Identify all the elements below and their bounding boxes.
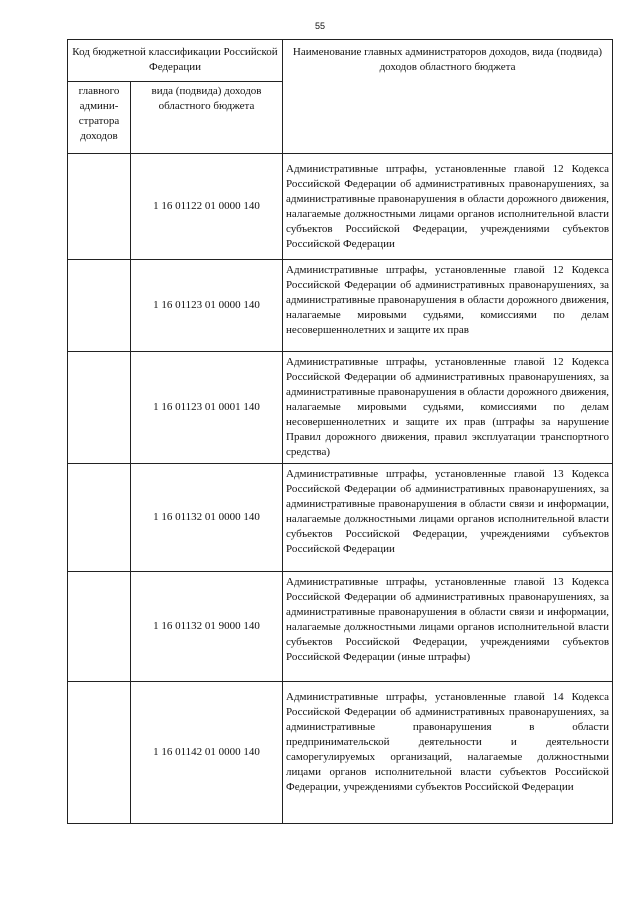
income-code-cell: 1 16 01132 01 9000 140 [131, 572, 283, 682]
income-name-cell: Административные штрафы, установленные главой 14 Кодекса Российской Федерации об административных правонарушениях, за административные правонарушения в области предпринимательской деятельности и деятельности саморегулируемых организаций, налагаемые должностными лицами органов исполнительной власти субъектов Российской Федерации, учреждениями субъектов Российской Федерации [283, 682, 613, 824]
table-row [68, 154, 613, 260]
admin-code-cell [68, 154, 131, 260]
income-name-cell: Административные штрафы, установленные главой 12 Кодекса Российской Федерации об административных правонарушениях, за административные правонарушения в области дорожного движения, налагаемые мировыми судьями, комиссиями по делам несовершеннолетних и защите их прав (штрафы за нарушение Правил дорожного движения, правил эксплуатации транспортного средства) [283, 352, 613, 464]
income-code-cell: 1 16 01132 01 0000 140 [131, 464, 283, 572]
income-code-cell: 1 16 01142 01 0000 140 [131, 682, 283, 824]
income-name-cell: Административные штрафы, установленные главой 12 Кодекса Российской Федерации об административных правонарушениях, за административные правонарушения в области дорожного движения, налагаемые мировыми судьями, комиссиями по делам несовершеннолетних и защите их прав [283, 260, 613, 352]
table-row [68, 352, 613, 464]
income-name-cell: Административные штрафы, установленные главой 13 Кодекса Российской Федерации об административных правонарушениях, за административные правонарушения в области связи и информации, налагаемые должностными лицами органов исполнительной власти субъектов Российской Федерации, учреждениями субъектов Российской Федерации [283, 464, 613, 572]
admin-code-cell [68, 260, 131, 352]
table-row [68, 464, 613, 572]
income-name-cell: Административные штрафы, установленные главой 13 Кодекса Российской Федерации об административных правонарушениях, за административные правонарушения в области связи и информации, налагаемые должностными лицами органов исполнительной власти субъектов Российской Федерации, учреждениями субъектов Российской Федерации (иные штрафы) [283, 572, 613, 682]
page-number: 55 [314, 21, 325, 31]
table-row [68, 682, 613, 824]
income-code-cell: 1 16 01122 01 0000 140 [131, 154, 283, 260]
table-row [68, 260, 613, 352]
header-income-type: вида (подвида) доходов областного бюджета [131, 82, 283, 154]
admin-code-cell [68, 572, 131, 682]
header-name-column: Наименование главных администраторов доходов, вида (подвида) доходов областного бюджета [283, 40, 613, 154]
table-row [68, 572, 613, 682]
header-main-admin: главного админи-стратора доходов [68, 82, 131, 154]
admin-code-cell [68, 464, 131, 572]
income-name-cell: Административные штрафы, установленные главой 12 Кодекса Российской Федерации об административных правонарушениях, за административные правонарушения в области дорожного движения, налагаемые должностными лицами органов исполнительной власти субъектов Российской Федерации, учреждениями субъектов Российской Федерации [283, 154, 613, 260]
admin-code-cell [68, 352, 131, 464]
admin-code-cell [68, 682, 131, 824]
income-code-cell: 1 16 01123 01 0001 140 [131, 352, 283, 464]
header-code-group: Код бюджетной классификации Российской Федерации [68, 40, 283, 82]
income-code-cell: 1 16 01123 01 0000 140 [131, 260, 283, 352]
budget-classification-table [67, 39, 613, 824]
